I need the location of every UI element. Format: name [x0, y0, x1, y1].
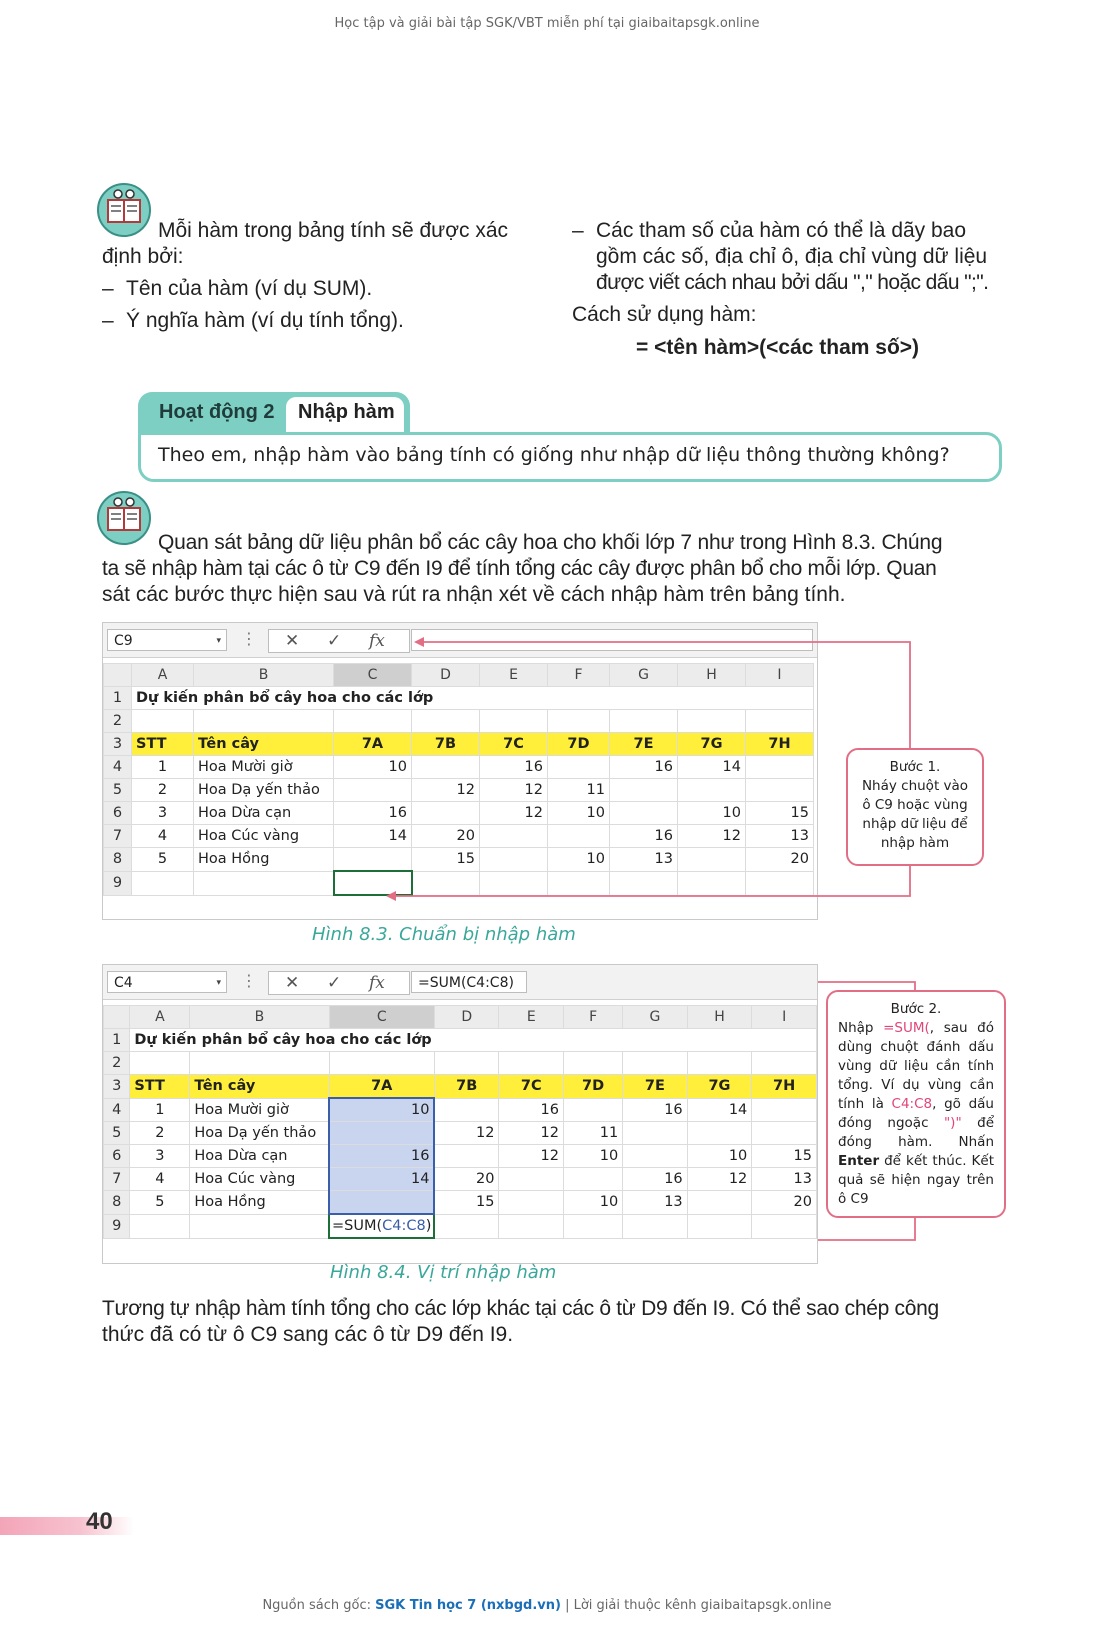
- col-header[interactable]: H: [678, 664, 746, 687]
- table-cell[interactable]: [623, 1122, 687, 1145]
- col-header[interactable]: B: [194, 664, 334, 687]
- figure-caption-2: Hình 8.4. Vị trí nhập hàm: [330, 1262, 557, 1283]
- cancel-icon[interactable]: ✕: [285, 631, 300, 651]
- usage-label: Cách sử dụng hàm:: [572, 303, 757, 326]
- fx-icon[interactable]: fx: [369, 973, 385, 993]
- table-cell[interactable]: 12: [434, 1122, 499, 1145]
- row-header[interactable]: 8: [104, 848, 132, 872]
- formula-bar: [103, 965, 817, 1000]
- enter-icon[interactable]: ✓: [327, 973, 342, 993]
- intro-bullet-1: – Tên của hàm (ví dụ SUM).: [102, 277, 373, 300]
- activity-title: Nhập hàm: [298, 401, 395, 423]
- enter-icon[interactable]: ✓: [327, 631, 342, 651]
- header-cell[interactable]: STT: [130, 1075, 190, 1099]
- table-cell[interactable]: 15: [412, 848, 480, 872]
- table-cell[interactable]: 16: [623, 1168, 687, 1191]
- table-cell[interactable]: 3: [132, 802, 194, 825]
- table-cell[interactable]: [499, 1191, 564, 1215]
- table-cell[interactable]: [434, 1145, 499, 1168]
- table-cell[interactable]: 13: [746, 825, 814, 848]
- table-cell[interactable]: 4: [130, 1168, 190, 1191]
- table-cell[interactable]: 12: [480, 802, 548, 825]
- name-box[interactable]: C9 ▾: [107, 629, 227, 651]
- header-cell[interactable]: 7A: [334, 733, 412, 756]
- table-cell[interactable]: [752, 1098, 817, 1122]
- dropdown-icon[interactable]: ▾: [216, 978, 221, 988]
- usage-formula: = <tên hàm>(<các tham số>): [636, 336, 920, 359]
- table-cell[interactable]: [499, 1168, 564, 1191]
- table-cell[interactable]: 12: [687, 1168, 752, 1191]
- page-number: 40: [86, 1508, 113, 1535]
- table-cell[interactable]: 13: [623, 1191, 687, 1215]
- dropdown-icon[interactable]: ▾: [216, 636, 221, 646]
- col-header[interactable]: C: [334, 664, 412, 687]
- table-cell[interactable]: [434, 1098, 499, 1122]
- table-cell[interactable]: 14: [678, 756, 746, 779]
- table-cell[interactable]: 3: [130, 1145, 190, 1168]
- table-cell[interactable]: 2: [130, 1122, 190, 1145]
- header-cell[interactable]: 7D: [548, 733, 610, 756]
- col-header[interactable]: E: [480, 664, 548, 687]
- col-header[interactable]: I: [752, 1006, 817, 1029]
- step2-callout: Bước 2. Nhập =SUM(, sau đó dùng chuột đánh dấu vùng dữ liệu cần tính tổng. Ví dụ vùng cần tính là C4:C8, gõ dấu đóng ngoặc ")" để đóng hàm. Nhấn Enter để kết thúc. Kết quả sẽ hiện ngay trên ô C9: [826, 990, 1006, 1218]
- col-header[interactable]: F: [548, 664, 610, 687]
- table-cell[interactable]: Hoa Dừa cạn: [194, 802, 334, 825]
- name-box[interactable]: C4 ▾: [107, 971, 227, 993]
- table-cell[interactable]: 16: [610, 825, 678, 848]
- header-cell[interactable]: 7C: [499, 1075, 564, 1099]
- sheet-title-cell[interactable]: Dự kiến phân bổ cây hoa cho các lớp: [130, 1029, 817, 1052]
- table-cell[interactable]: Hoa Mười giờ: [194, 756, 334, 779]
- header-cell[interactable]: 7E: [623, 1075, 687, 1099]
- table-cell[interactable]: 20: [746, 848, 814, 872]
- selected-range-cell[interactable]: 16: [329, 1145, 434, 1168]
- sheet-title-cell[interactable]: Dự kiến phân bổ cây hoa cho các lớp: [132, 687, 814, 710]
- header-cell[interactable]: 7C: [480, 733, 548, 756]
- table-cell[interactable]: 11: [548, 779, 610, 802]
- table-cell[interactable]: Hoa Dạ yến thảo: [194, 779, 334, 802]
- separator-icon: ⋮: [241, 971, 257, 990]
- col-header[interactable]: D: [434, 1006, 499, 1029]
- header-cell[interactable]: Tên cây: [190, 1075, 329, 1099]
- table-cell[interactable]: 10: [548, 848, 610, 872]
- table-cell[interactable]: 5: [132, 848, 194, 872]
- header-cell[interactable]: 7B: [434, 1075, 499, 1099]
- table-cell[interactable]: 10: [548, 802, 610, 825]
- table-cell[interactable]: 12: [678, 825, 746, 848]
- col-header[interactable]: F: [564, 1006, 623, 1029]
- observe-line-1: Quan sát bảng dữ liệu phân bổ các cây hoa cho khối lớp 7 như trong Hình 8.3. Chúng: [158, 531, 943, 554]
- table-cell[interactable]: 10: [334, 756, 412, 779]
- table-cell[interactable]: 4: [132, 825, 194, 848]
- col-header[interactable]: B: [190, 1006, 329, 1029]
- table-cell[interactable]: 14: [334, 825, 412, 848]
- selected-range-cell[interactable]: [329, 1191, 434, 1215]
- row-header[interactable]: 3: [104, 1075, 130, 1099]
- intro-bullet-2: – Ý nghĩa hàm (ví dụ tính tổng).: [102, 309, 404, 332]
- formula-cell-c9[interactable]: =SUM(C4:C8): [329, 1214, 434, 1238]
- table-cell[interactable]: 10: [687, 1145, 752, 1168]
- header-cell[interactable]: 7H: [752, 1075, 817, 1099]
- table-cell[interactable]: 14: [687, 1098, 752, 1122]
- header-cell[interactable]: Tên cây: [194, 733, 334, 756]
- selected-range-cell[interactable]: 14: [329, 1168, 434, 1191]
- activity-label: Hoạt động 2: [159, 401, 275, 423]
- table-cell[interactable]: 12: [480, 779, 548, 802]
- row-header[interactable]: 5: [104, 779, 132, 802]
- table-cell[interactable]: Hoa Cúc vàng: [194, 825, 334, 848]
- table-cell[interactable]: Hoa Cúc vàng: [190, 1168, 329, 1191]
- formula-buttons: [268, 971, 410, 995]
- header-cell[interactable]: 7B: [412, 733, 480, 756]
- row-header[interactable]: 8: [104, 1191, 130, 1215]
- table-cell[interactable]: [687, 1122, 752, 1145]
- row-header[interactable]: 2: [104, 710, 132, 733]
- observe-line-3: sát các bước thực hiện sau và rút ra nhận xét về cách nhập hàm trên bảng tính.: [102, 583, 846, 606]
- row-header[interactable]: 4: [104, 756, 132, 779]
- table-cell[interactable]: 16: [480, 756, 548, 779]
- table-cell[interactable]: 13: [610, 848, 678, 872]
- activity-question: Theo em, nhập hàm vào bảng tính có giống như nhập dữ liệu thông thường không?: [158, 444, 950, 466]
- fx-icon[interactable]: fx: [369, 631, 385, 651]
- intro-left-line1: Mỗi hàm trong bảng tính sẽ được xác: [158, 219, 509, 242]
- row-header[interactable]: 6: [104, 802, 132, 825]
- table-cell[interactable]: [623, 1145, 687, 1168]
- table-cell[interactable]: 2: [132, 779, 194, 802]
- step1-callout: Bước 1. Nháy chuột vào ô C9 hoặc vùng nhập dữ liệu để nhập hàm: [846, 748, 984, 866]
- row-header[interactable]: 1: [104, 687, 132, 710]
- row-header[interactable]: 4: [104, 1098, 130, 1122]
- table-cell[interactable]: 13: [752, 1168, 817, 1191]
- figure-caption-1: Hình 8.3. Chuẩn bị nhập hàm: [312, 924, 576, 945]
- table-cell[interactable]: 16: [334, 802, 412, 825]
- source-link[interactable]: SGK Tin học 7 (nxbgd.vn): [375, 1598, 561, 1613]
- row-header[interactable]: 3: [104, 733, 132, 756]
- row-header[interactable]: 7: [104, 1168, 130, 1191]
- table-cell[interactable]: 15: [746, 802, 814, 825]
- table-cell[interactable]: 16: [610, 756, 678, 779]
- formula-input[interactable]: =SUM(C4:C8): [411, 971, 527, 993]
- col-header[interactable]: C: [329, 1006, 434, 1029]
- selected-range-cell[interactable]: 10: [329, 1098, 434, 1122]
- table-cell[interactable]: Hoa Dạ yến thảo: [190, 1122, 329, 1145]
- table-cell[interactable]: 20: [412, 825, 480, 848]
- table-cell[interactable]: [752, 1122, 817, 1145]
- col-header[interactable]: A: [132, 664, 194, 687]
- col-header[interactable]: I: [746, 664, 814, 687]
- row-header[interactable]: 9: [104, 1214, 130, 1238]
- table-cell[interactable]: 16: [499, 1098, 564, 1122]
- table-cell[interactable]: 5: [130, 1191, 190, 1215]
- table-cell[interactable]: 15: [752, 1145, 817, 1168]
- header-cell[interactable]: 7G: [687, 1075, 752, 1099]
- spreadsheet-figure-2: [102, 964, 818, 1264]
- header-note: Học tập và giải bài tập SGK/VBT miễn phí tại giaibaitapsgk.online: [334, 16, 760, 31]
- params-text: Các tham số của hàm có thể là dãy bao gồm các số, địa chỉ ô, địa chỉ vùng dữ liệu được viết cách nhau bởi dấu "," hoặc dấu ";".: [596, 219, 989, 294]
- row-header[interactable]: 5: [104, 1122, 130, 1145]
- table-cell[interactable]: 11: [564, 1122, 623, 1145]
- selected-range-cell[interactable]: [329, 1122, 434, 1145]
- cancel-icon[interactable]: ✕: [285, 973, 300, 993]
- table-cell[interactable]: [564, 1168, 623, 1191]
- table-cell[interactable]: 16: [623, 1098, 687, 1122]
- separator-icon: ⋮: [241, 629, 257, 648]
- footer-note: Nguồn sách gốc: SGK Tin học 7 (nxbgd.vn) | Lời giải thuộc kênh giaibaitapsgk.online: [262, 1598, 832, 1613]
- table-cell[interactable]: 12: [412, 779, 480, 802]
- header-cell[interactable]: 7E: [610, 733, 678, 756]
- table-cell[interactable]: 1: [132, 756, 194, 779]
- intro-right-dash: –: [572, 219, 584, 242]
- row-header[interactable]: 7: [104, 825, 132, 848]
- col-header[interactable]: A: [130, 1006, 190, 1029]
- row-header[interactable]: 2: [104, 1052, 130, 1075]
- row-header[interactable]: 1: [104, 1029, 130, 1052]
- col-header[interactable]: G: [623, 1006, 687, 1029]
- table-cell[interactable]: Hoa Mười giờ: [190, 1098, 329, 1122]
- intro-left-line2: định bởi:: [102, 245, 184, 268]
- table-cell[interactable]: 10: [678, 802, 746, 825]
- table-cell[interactable]: 20: [752, 1191, 817, 1215]
- header-cell[interactable]: 7A: [329, 1075, 434, 1099]
- table-cell[interactable]: 12: [499, 1145, 564, 1168]
- table-cell[interactable]: 10: [564, 1191, 623, 1215]
- closing-line-1: Tương tự nhập hàm tính tổng cho các lớp khác tại các ô từ D9 đến I9. Có thể sao chép công: [102, 1297, 939, 1320]
- observe-line-2: ta sẽ nhập hàm tại các ô từ C9 đến I9 để tính tổng các cây được phân bổ cho mỗi lớp. Quan: [102, 557, 937, 580]
- table-cell[interactable]: [564, 1098, 623, 1122]
- header-cell[interactable]: STT: [132, 733, 194, 756]
- header-cell[interactable]: 7G: [678, 733, 746, 756]
- table-cell[interactable]: 15: [434, 1191, 499, 1215]
- table-cell[interactable]: 20: [434, 1168, 499, 1191]
- table-cell[interactable]: Hoa Hồng: [194, 848, 334, 872]
- page-number-bar: [0, 1517, 134, 1535]
- col-header[interactable]: G: [610, 664, 678, 687]
- table-cell[interactable]: 10: [564, 1145, 623, 1168]
- header-cell[interactable]: 7H: [746, 733, 814, 756]
- col-header[interactable]: E: [499, 1006, 564, 1029]
- col-header[interactable]: D: [412, 664, 480, 687]
- table-cell[interactable]: Hoa Hồng: [190, 1191, 329, 1215]
- col-header[interactable]: H: [687, 1006, 752, 1029]
- closing-line-2: thức đã có từ ô C9 sang các ô từ D9 đến I9.: [102, 1323, 514, 1346]
- table-cell[interactable]: 1: [130, 1098, 190, 1122]
- row-header[interactable]: 6: [104, 1145, 130, 1168]
- table-cell[interactable]: 12: [499, 1122, 564, 1145]
- row-header[interactable]: 9: [104, 871, 132, 895]
- table-cell[interactable]: [687, 1191, 752, 1215]
- sheet-grid: [103, 1005, 817, 1239]
- header-cell[interactable]: 7D: [564, 1075, 623, 1099]
- table-cell[interactable]: Hoa Dừa cạn: [190, 1145, 329, 1168]
